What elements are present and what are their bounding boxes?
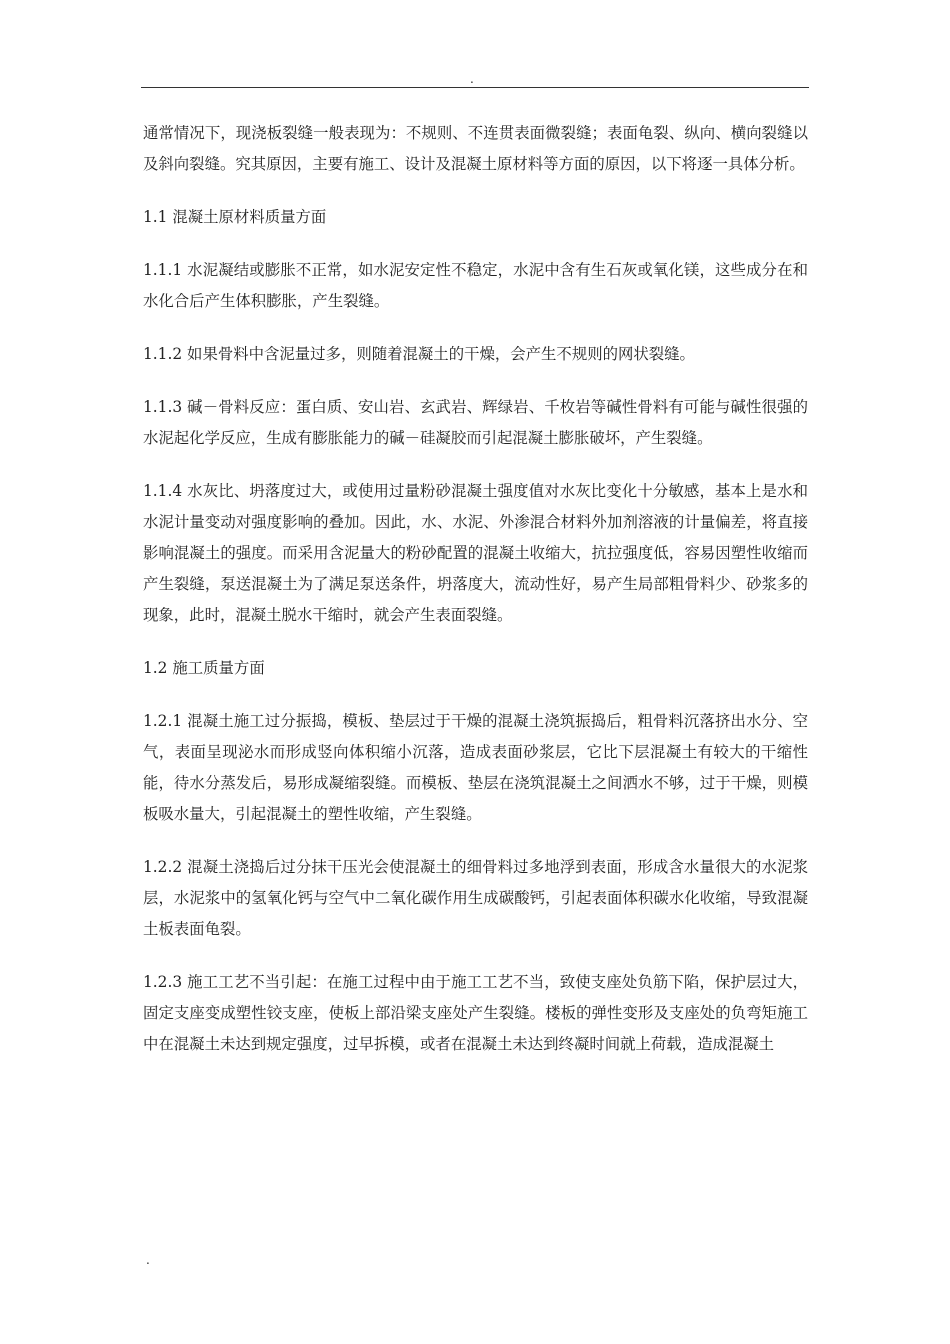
paragraph-1-1-4: 1.1.4 水灰比、坍落度过大，或使用过量粉砂混凝土强度值对水灰比变化十分敏感，基本上是水和水泥计量变动对强度影响的叠加。因此，水、水泥、外渗混合材料外加剂溶液的计量偏差，将直接影响混凝土的强度。而采用含泥量大的粉砂配置的混凝土收缩大，抗拉强度低，容易因塑性收缩而产生裂缝，泵送混凝土为了满足泵送条件，坍落度大，流动性好，易产生局部粗骨料少、砂浆多的现象，此时，混凝土脱水干缩时，就会产生表面裂缝。: [143, 482, 808, 624]
intro-paragraph: 通常情况下，现浇板裂缝一般表现为：不规则、不连贯表面微裂缝；表面龟裂、纵向、横向裂缝以及斜向裂缝。究其原因，主要有施工、设计及混凝土原材料等方面的原因，以下将逐一具体分析。: [143, 124, 808, 173]
header-mark: .: [470, 72, 474, 86]
header-rule: [141, 87, 809, 88]
section-heading-1-1: 1.1 混凝土原材料质量方面: [143, 208, 327, 226]
paragraph-1-2-3: 1.2.3 施工工艺不当引起：在施工过程中由于施工工艺不当，致使支座处负筋下陷，保护层过大，固定支座变成塑性铰支座，使板上部沿梁支座处产生裂缝。楼板的弹性变形及支座处的负弯矩施工中在混凝土未达到规定强度，过早拆模，或者在混凝土未达到终凝时间就上荷载，造成混凝土: [143, 973, 808, 1053]
paragraph-1-1-3: 1.1.3 碱－骨料反应：蛋白质、安山岩、玄武岩、辉绿岩、千枚岩等碱性骨料有可能与碱性很强的水泥起化学反应，生成有膨胀能力的碱－硅凝胶而引起混凝土膨胀破坏，产生裂缝。: [143, 398, 808, 447]
paragraph-1-1-1: 1.1.1 水泥凝结或膨胀不正常，如水泥安定性不稳定，水泥中含有生石灰或氧化镁，这些成分在和水化合后产生体积膨胀，产生裂缝。: [143, 261, 808, 310]
section-heading-1-2: 1.2 施工质量方面: [143, 659, 265, 677]
document-body: [143, 118, 808, 1082]
paragraph-1-2-2: 1.2.2 混凝土浇捣后过分抹干压光会使混凝土的细骨料过多地浮到表面，形成含水量很大的水泥浆层，水泥浆中的氢氧化钙与空气中二氧化碳作用生成碳酸钙，引起表面体积碳水化收缩，导致混凝土板表面龟裂。: [143, 858, 808, 938]
paragraph-1-1-2: 1.1.2 如果骨料中含泥量过多，则随着混凝土的干燥，会产生不规则的网状裂缝。: [143, 345, 695, 363]
paragraph-1-2-1: 1.2.1 混凝土施工过分振捣，模板、垫层过于干燥的混凝土浇筑振捣后，粗骨料沉落挤出水分、空气，表面呈现泌水而形成竖向体积缩小沉落，造成表面砂浆层，它比下层混凝土有较大的干缩性能，待水分蒸发后，易形成凝缩裂缝。而模板、垫层在浇筑混凝土之间洒水不够，过于干燥，则模板吸水量大，引起混凝土的塑性收缩，产生裂缝。: [143, 712, 808, 823]
footer-mark: .: [146, 1253, 150, 1267]
